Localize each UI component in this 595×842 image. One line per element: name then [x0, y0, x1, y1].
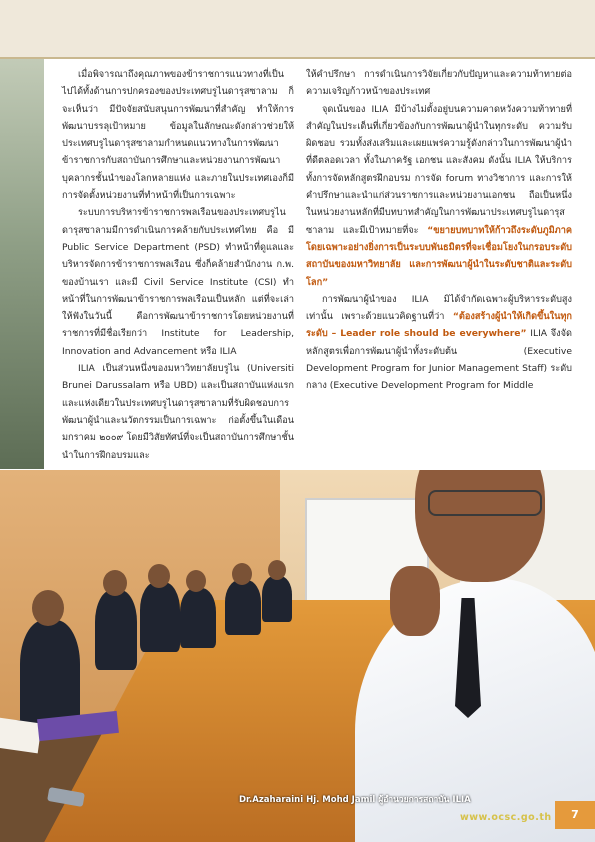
attendee-head [186, 570, 206, 592]
attendee [225, 580, 261, 635]
right-text-column [306, 66, 572, 395]
papers [0, 717, 42, 754]
highlight-quote: “ต้องสร้างผู้นำให้เกิดขึ้นในทุกระดับ – Leader role should be everywhere” [306, 311, 572, 340]
attendee [140, 582, 180, 652]
page-number: 7 [555, 801, 595, 829]
paragraph-text: จุดเน้นของ ILIA มีบ้างไม่ตั้งอยู่บนความคาดหวังความท้าทายที่สำคัญในประเด็นที่เกี่ยวข้องกับการพัฒนาผู้นำในทุกระดับ ความรับผิดชอบ รวมทั้งส่งเสริมและเผยแพร่ความรู้ดังกล่าวในการพัฒนาผู้นำที่ดีตลอดเวลา ทั้งในภาครัฐ เอกชน และสังคม ดังนั้น ILIA ให้บริการทั้งการจัดหลักสูตรฝึกอบรม การจัด forum ทางวิชาการ และการให้คำปรึกษาและนำแก่ส่วนราชการและหน่วยงานเอกชน ถือเป็นหนึ่งในหน่วยงานหลักที่มีบทบาทสำคัญในการพัฒนาประเทศบรูไนดารุสซาลาม และมีเป้าหมายที่จะ [306, 103, 572, 236]
highlight-quote: “ขยายบทบาทให้ก้าวถึงระดับภูมิภาค โดยเฉพาะอย่างยิ่งการเป็นระบบพันธมิตรที่จะเชื่อมโยงในกรอบระดับสถาบันของมหาวิทยาลัย และการพัฒนาผู้นำในระดับชาติและระดับโลก” [306, 224, 573, 288]
speaker-glasses [428, 490, 542, 516]
meeting-photo [0, 470, 595, 842]
left-text-column [62, 66, 294, 464]
speaker-hand [390, 566, 440, 636]
header-band [0, 0, 595, 58]
paragraph: ILIA เป็นส่วนหนึ่งของมหาวิทยาลัยบรูไน (Universiti Brunei Darussalam หรือ UBD) และเป็นสถาบันแห่งแรกและแห่งเดียวในประเทศบรูไนดารุสซาลามที่รับผิดชอบการพัฒนาผู้นำและนวัตกรรมเป็นการเฉพาะ ก่อตั้งขึ้นในเดือนมกราคม ๒๐๐๙ โดยมีวิสัยทัศน์ที่จะเป็นสถาบันการศึกษาชั้นนำในการฝึกอบรมและ [62, 363, 294, 461]
attendee-head [148, 564, 170, 588]
attendee [180, 588, 216, 648]
attendee-head [32, 590, 64, 626]
attendee [262, 576, 292, 622]
footer-url: www.ocsc.go.th [460, 812, 552, 823]
paragraph [306, 101, 572, 291]
attendee [20, 620, 80, 730]
header-rule [0, 57, 595, 59]
decorative-side-strip [0, 59, 44, 469]
paragraph: ระบบการบริหารข้าราชการพลเรือนของประเทศบรูไนดารุสซาลามมีการดำเนินการคล้ายกับประเทศไทย คือ มี Public Service Department (PSD) ทำหน้าที่ดูแลและบริหารจัดการข้าราชการพลเรือน ซึ่งก็คล้ายสำนักงาน ก.พ. ของบ้านเรา และมี Civil Service Institute (CSI) ทำหน้าที่ในการพัฒนาข้าราชการพลเรือนเป็นหลัก แต่ที่จะเล่าให้ฟังในวันนี้ คือการพัฒนาข้าราชการโดยหน่วยงานที่ราชการที่มีชื่อเรียกว่า Institute for Leadership, Innovation and Advancement หรือ ILIA [62, 207, 294, 357]
paragraph: ให้คำปรึกษา การดำเนินการวิจัยเกี่ยวกับปัญหาและความท้าทายต่อความเจริญก้าวหน้าของประเทศ [306, 69, 572, 98]
attendee [95, 590, 137, 670]
attendee-head [232, 563, 252, 585]
paragraph-text: ILIA จึงจัดหลักสูตรเพื่อการพัฒนาผู้นำทั้งระดับต้น (Executive Development Program for Junior Management Staff) ระดับกลาง (Executive Development Program for Middle [306, 328, 572, 392]
attendee-head [103, 570, 127, 596]
paragraph [306, 291, 572, 395]
attendee-head [268, 560, 286, 580]
paragraph-text: การพัฒนาผู้นำของ ILIA มิได้จำกัดเฉพาะผู้บริหารระดับสูงเท่านั้น เพราะด้วยแนวคิดฐานที่ว่า [306, 293, 572, 323]
photo-caption: Dr.Azaharaini Hj. Mohd Jamil ผู้อำนวยการสถาบัน ILIA [239, 795, 471, 805]
paragraph: เมื่อพิจารณาถึงคุณภาพของข้าราชการแนวทางที่เป็นไปได้ทั้งด้านการปกครองของประเทศบรูไนดารุสซาลาม ก็จะเห็นว่า มีปัจจัยสนับสนุนการพัฒนาที่สำคัญ ทำให้การพัฒนาบรรลุเป้าหมาย ข้อมูลในลักษณะดังกล่าวช่วยให้ประเทศบรูไนดารุสซาลามกำหนดแนวทางในการพัฒนาข้าราชการกับสถาบันการศึกษาและหน่วยงานการพัฒนาบุคลากรชั้นนำของโลกหลายแห่ง และภายในประเทศเองก็มีการจัดตั้งหน่วยงานที่ทำหน้าที่เป็นการเฉพาะ [62, 69, 294, 202]
